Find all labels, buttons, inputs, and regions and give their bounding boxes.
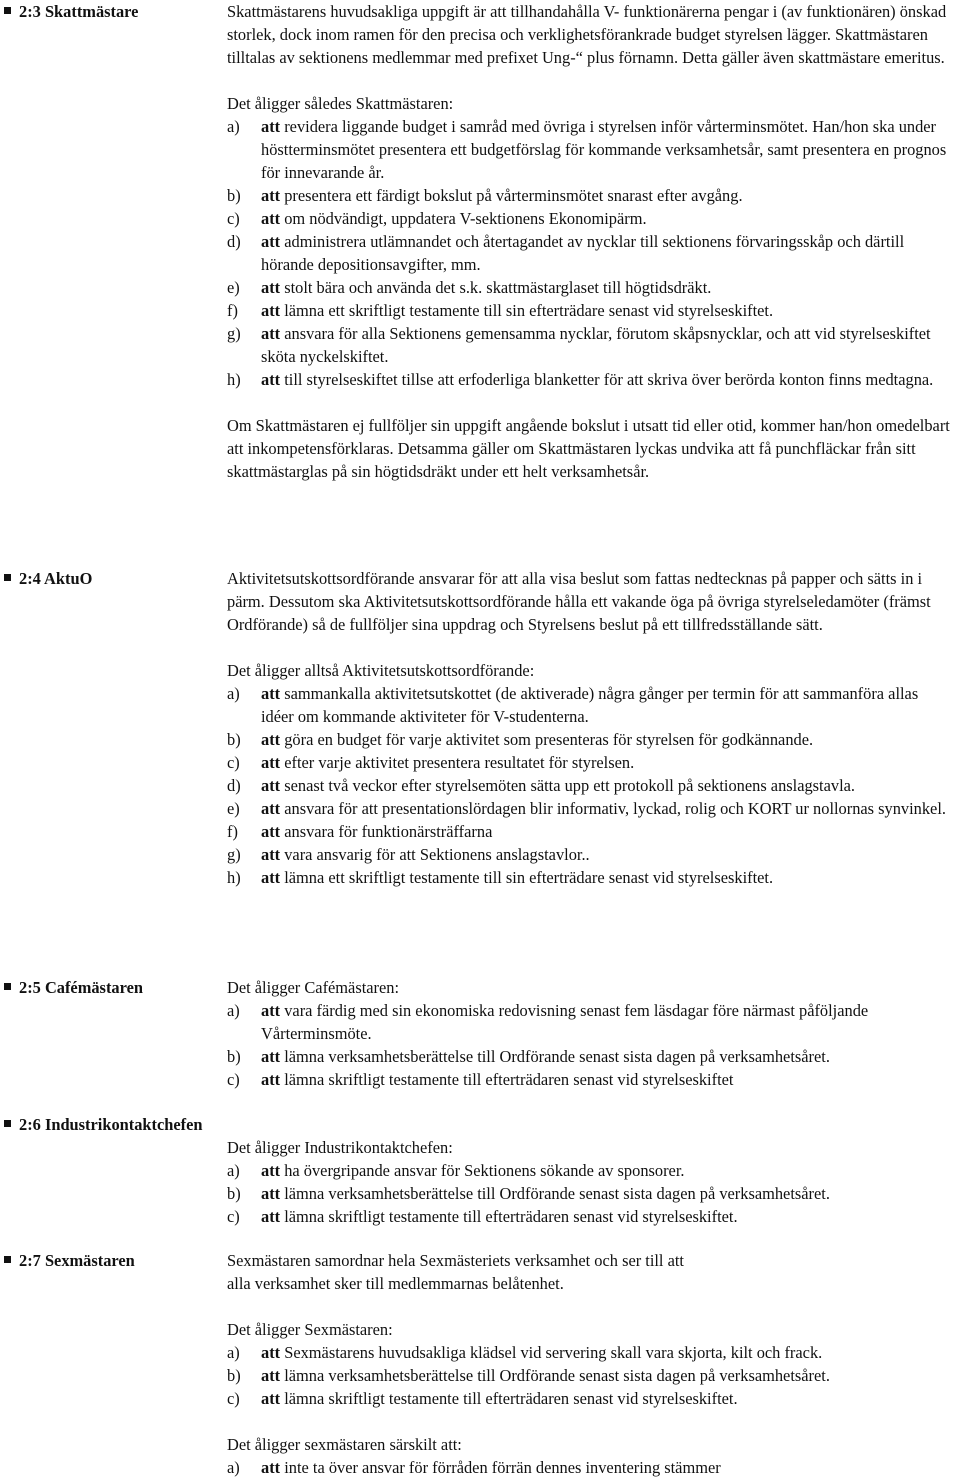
- list-item: a) att Sexmästarens huvudsakliga klädsel vid servering skall vara skjorta, kilt och frack.: [227, 1343, 823, 1362]
- lead-text: Det åligger Cafémästaren:: [227, 978, 400, 997]
- lead-text: Det åligger sexmästaren särskilt att:: [227, 1435, 462, 1454]
- section-heading: 2:7 Sexmästaren: [0, 1249, 135, 1272]
- intro-paragraph: Aktivitetsutskottsordförande ansvarar för att alla visa beslut som fattas nedtecknas på papper och sätts in i pärm. Dessutom ska Aktivitetsutskottsordförande hålla ett vakande öga på övriga styrelseledamöter (främst Ordförande) så de fullföljer sina uppdrag och Styrelsens beslut på ett tillfredsställande sätt.: [227, 569, 931, 634]
- list-item: c) att lämna skriftligt testamente till efterträdaren senast vid styrelseskiftet: [227, 1070, 734, 1089]
- list-item: b) att lämna verksamhetsberättelse till Ordförande senast sista dagen på verksamhetsåret.: [227, 1366, 830, 1385]
- list-item: b) att lämna verksamhetsberättelse till Ordförande senast sista dagen på verksamhetsåret.: [227, 1184, 830, 1203]
- list-item: h) att till styrelseskiftet tillse att erfoderliga blanketter för att skriva över berörda konton finns medtagna.: [227, 370, 934, 389]
- list-item: c) att lämna skriftligt testamente till efterträdaren senast vid styrelseskiftet.: [227, 1207, 738, 1226]
- lead-text: Det åligger Industrikontaktchefen:: [227, 1138, 453, 1157]
- list-item: a) att sammankalla aktivitetsutskottet (de aktiverade) några gånger per termin för att sammanföra allas idéer om kommande aktiviteter för V-studenterna.: [227, 684, 919, 726]
- bullet-icon: [4, 7, 11, 14]
- list-item: g) att ansvara för alla Sektionens gemensamma nycklar, förutom skåpsnycklar, och att vid styrelseskiftet sköta nyckelskiftet.: [227, 324, 931, 366]
- list-item: e) att ansvara för att presentationslördagen blir informativ, lyckad, rolig och KORT ur nollornas synvinkel.: [227, 799, 946, 818]
- list-item: b) att lämna verksamhetsberättelse till Ordförande senast sista dagen på verksamhetsåret.: [227, 1047, 830, 1066]
- intro-line: Sexmästaren samordnar hela Sexmästeriets verksamhet och ser till att: [227, 1251, 684, 1270]
- list-item: c) att om nödvändigt, uppdatera V-sektionens Ekonomipärm.: [227, 209, 647, 228]
- section-heading: 2:4 AktuO: [0, 567, 92, 590]
- list-item: g) att vara ansvarig för att Sektionens anslagstavlor..: [227, 845, 590, 864]
- section-heading: 2:3 Skattmästare: [0, 0, 138, 23]
- section-content: [227, 1136, 954, 1228]
- section-content: [227, 0, 954, 483]
- list-item: a) att ha övergripande ansvar för Sektionens sökande av sponsorer.: [227, 1161, 685, 1180]
- list-item: a) att inte ta över ansvar för förråden förrän dennes inventering stämmer: [227, 1458, 721, 1477]
- list-item: f) att lämna ett skriftligt testamente till sin efterträdare senast vid styrelseskiftet.: [227, 301, 774, 320]
- bullet-icon: [4, 1120, 11, 1127]
- bullet-icon: [4, 983, 11, 990]
- list-item: d) att administrera utlämnandet och återtagandet av nycklar till sektionens förvaringsskåp och därtill hörande depositionsavgifter, mm.: [227, 232, 905, 274]
- bullet-icon: [4, 1256, 11, 1263]
- bullet-icon: [4, 574, 11, 581]
- list-item: a) att vara färdig med sin ekonomiska redovisning senast fem läsdagar före närmast påföljande Vårterminsmöte.: [227, 1001, 869, 1043]
- section-content: [227, 1249, 954, 1479]
- section-content: [227, 567, 954, 889]
- section-heading: 2:5 Cafémästaren: [0, 976, 143, 999]
- intro-line: alla verksamhet sker till medlemmarnas belåtenhet.: [227, 1274, 564, 1293]
- list-item: b) att göra en budget för varje aktivitet som presenteras för styrelsen för godkännande.: [227, 730, 814, 749]
- list-item: b) att presentera ett färdigt bokslut på vårterminsmötet snarast efter avgång.: [227, 186, 743, 205]
- list-item: c) att lämna skriftligt testamente till efterträdaren senast vid styrelseskiftet.: [227, 1389, 738, 1408]
- list-item: a) att revidera liggande budget i samråd med övriga i styrelsen inför vårterminsmötet. Han/hon ska under höstterminsmötet presentera ett budgetförslag för kommande verksamhetsår, samt presentera en prognos för innevarande år.: [227, 117, 947, 182]
- list-item: c) att efter varje aktivitet presentera resultatet för styrelsen.: [227, 753, 635, 772]
- list-item: e) att stolt bära och använda det s.k. skattmästarglaset till högtidsdräkt.: [227, 278, 712, 297]
- section-heading: 2:6 Industrikontaktchefen: [0, 1113, 203, 1136]
- intro-paragraph: Skattmästarens huvudsakliga uppgift är att tillhandahålla V- funktionärerna pengar i (av funktionären) önskad storlek, dock inom ramen för den precisa och verklighetsförankrade budget styrelsen lägger. Skattmästaren tilltalas av sektionens medlemmar med prefixet Ung-“ plus förnamn. Detta gäller även skattmästare emeritus.: [227, 2, 947, 67]
- lead-text: Det åligger således Skattmästaren:: [227, 94, 454, 113]
- section-content: [227, 976, 954, 1091]
- list-item: h) att lämna ett skriftligt testamente till sin efterträdare senast vid styrelseskiftet.: [227, 868, 774, 887]
- outro-paragraph: Om Skattmästaren ej fullföljer sin uppgift angående bokslut i utsatt tid eller otid, kommer han/hon omedelbart att inkompetensförklaras. Detsamma gäller om Skattmästaren lyckas undvika att få punchfläckar från sitt skattmästarglas på sin högtidsdräkt under ett helt verksamhetsår.: [227, 416, 950, 481]
- lead-text: Det åligger alltså Aktivitetsutskottsordförande:: [227, 661, 535, 680]
- list-item: f) att ansvara för funktionärsträffarna: [227, 822, 493, 841]
- lead-text: Det åligger Sexmästaren:: [227, 1320, 393, 1339]
- list-item: d) att senast två veckor efter styrelsemöten sätta upp ett protokoll på sektionens anslagstavla.: [227, 776, 855, 795]
